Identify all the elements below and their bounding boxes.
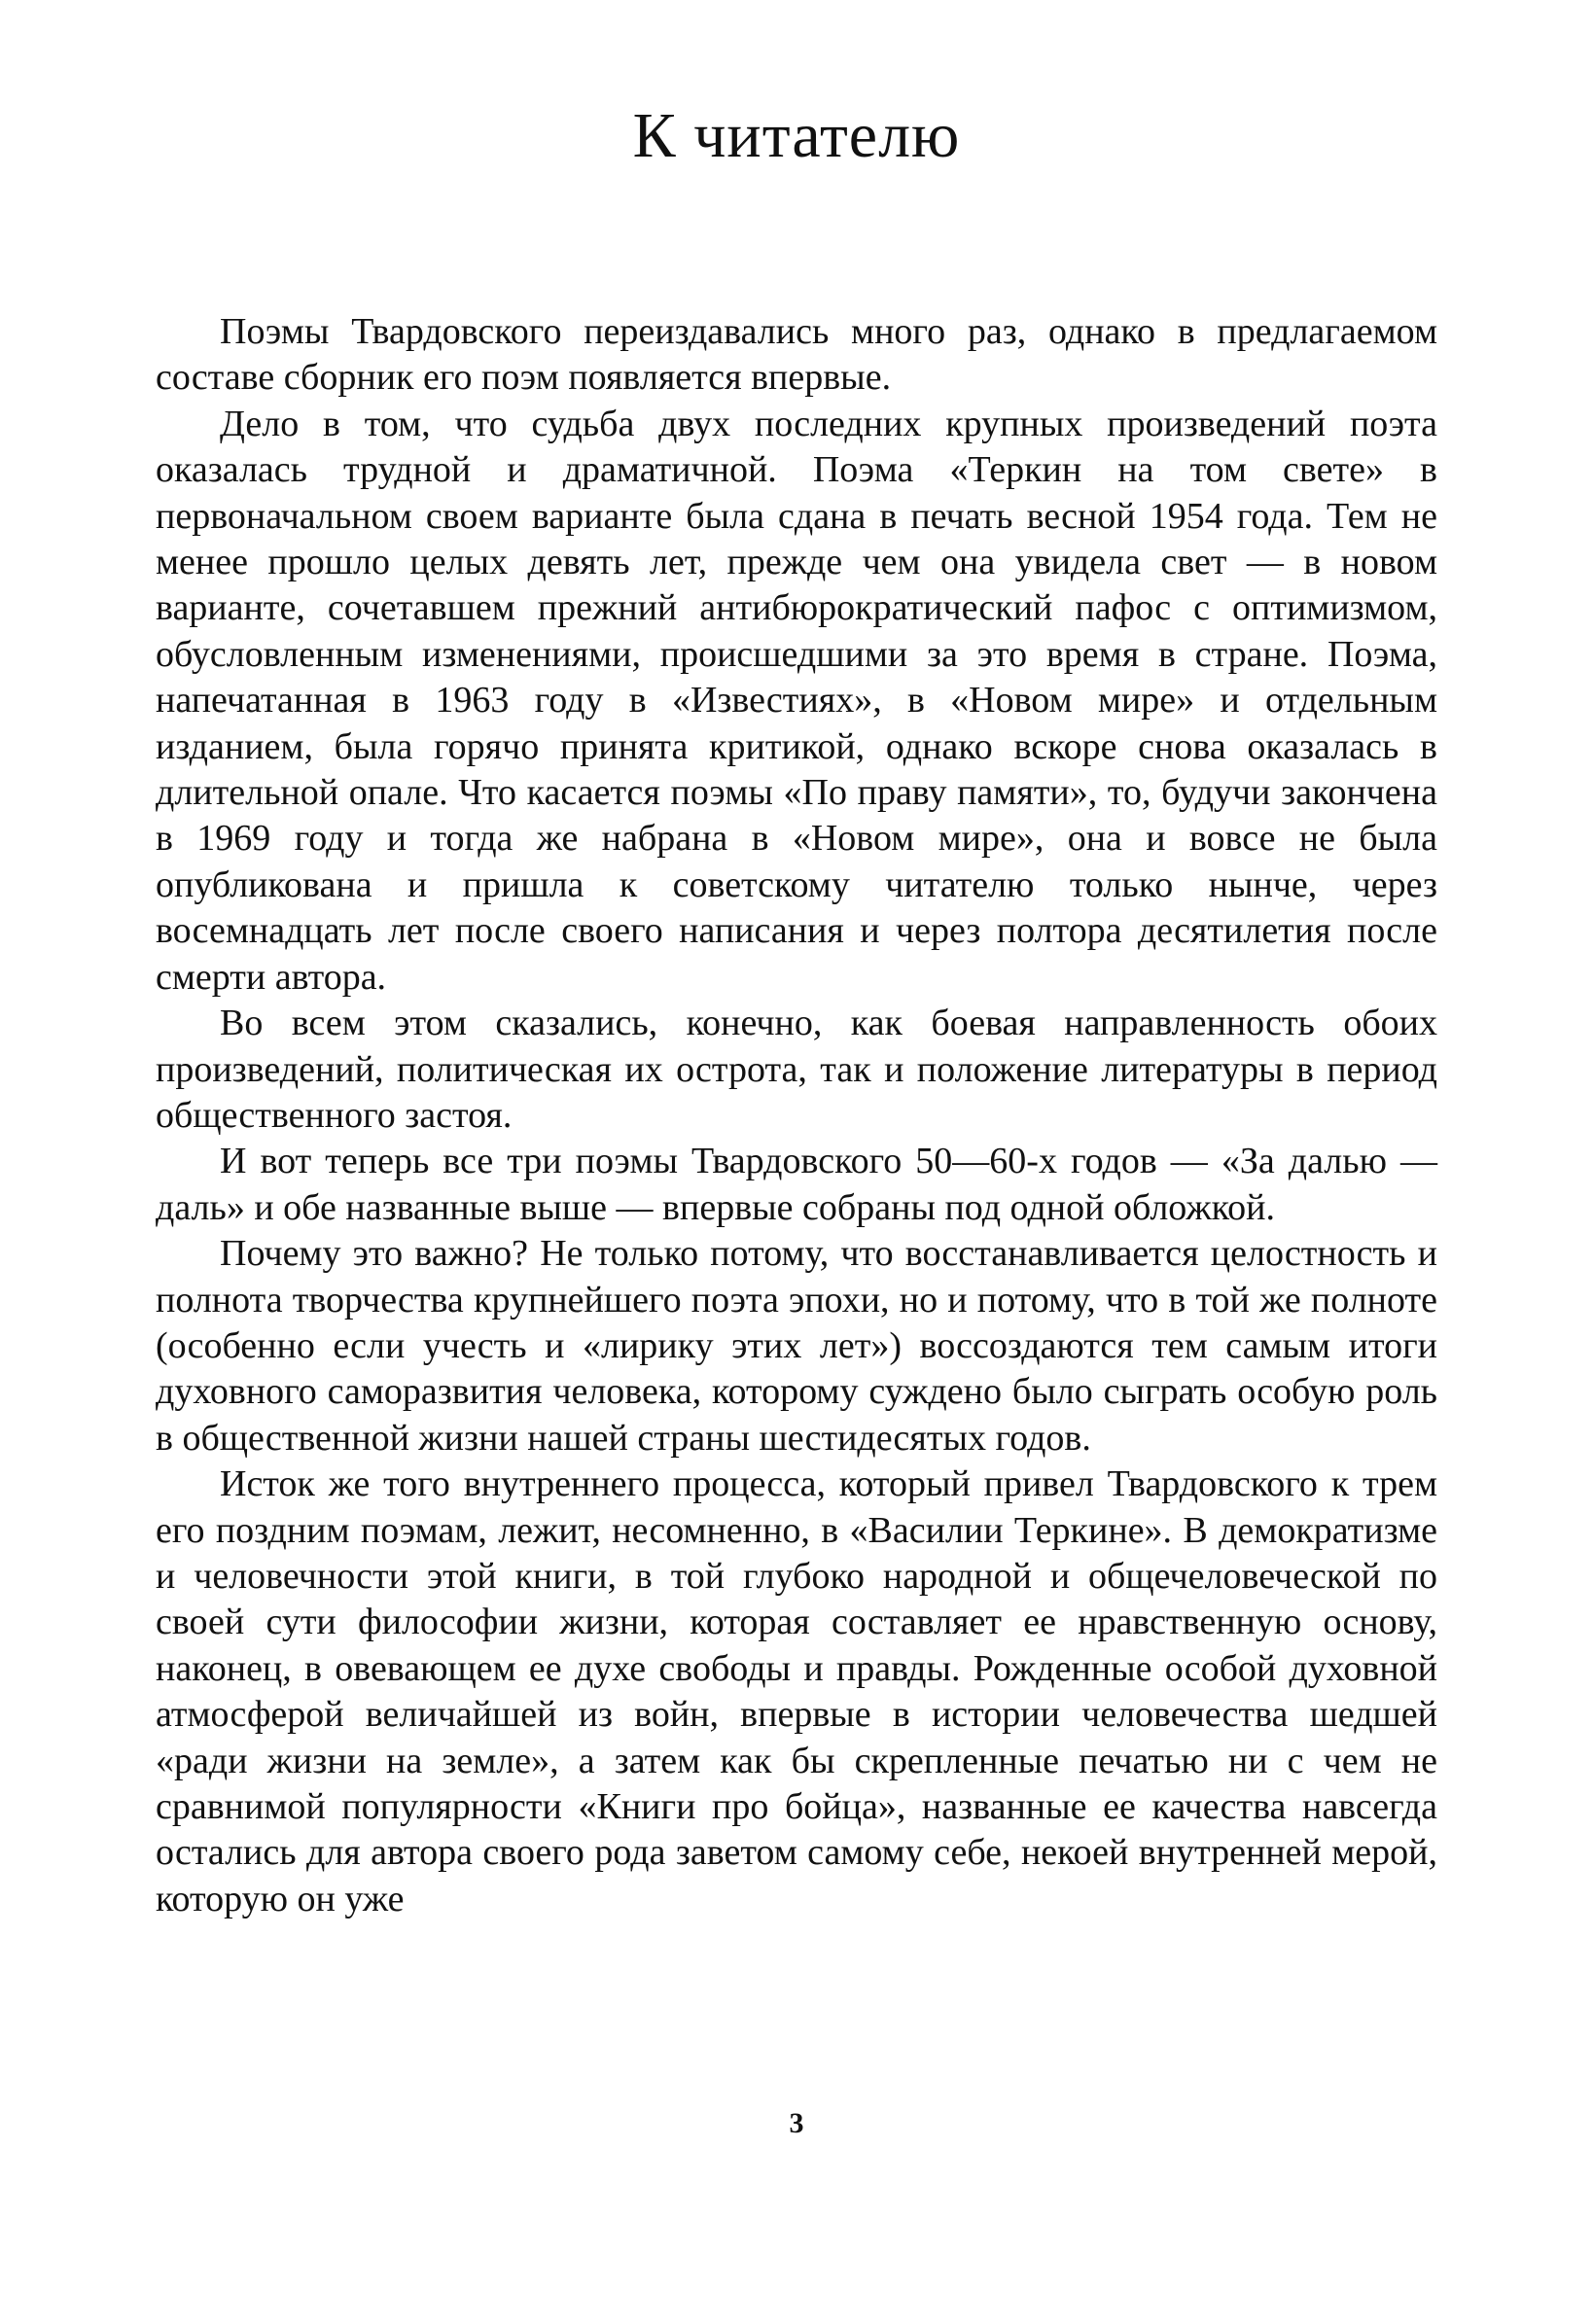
body-text (156, 309, 1437, 1922)
page-title: К читателю (632, 100, 961, 171)
paragraph-3: Во всем этом сказались, конечно, как боевая направленность обоих произведений, политическая их острота, так и положение литературы в период общественного застоя. (156, 1003, 1437, 1136)
paragraph-5: Почему это важно? Не только потому, что восстанавливается целостность и полнота творчества крупнейшего поэта эпохи, но и потому, что в той же полноте (особенно если учесть и «лирику этих лет») воссоздаются тем самым итоги духовного саморазвития человека, которому суждено было сыграть особую роль в общественной жизни нашей страны шестидесятых годов. (156, 1233, 1437, 1459)
paragraph-1: Поэмы Твардовского переиздавались много раз, однако в предлагаемом составе сборник его поэм появляется впервые. (156, 311, 1437, 399)
paragraph-2: Дело в том, что судьба двух последних крупных произведений поэта оказалась трудной и драматичной. Поэма «Теркин на том свете» в первоначальном своем варианте была сдана в печать весной 1954 года. Тем не менее прошло целых девять лет, прежде чем она увидела свет — в новом варианте, сочетавшем прежний антибюрократический пафос с оптимизмом, обусловленным изменениями, происшедшими за это время в стране. Поэма, напечатанная в 1963 году в «Известиях», в «Новом мире» и отдельным изданием, была горячо принята критикой, однако вскоре снова оказалась в длительной опале. Что касается поэмы «По праву памяти», то, будучи закончена в 1969 году и тогда же набрана в «Новом мире», она и вовсе не была опубликована и пришла к советскому читателю только нынче, через восемнадцать лет после своего написания и через полтора десятилетия после смерти автора. (156, 403, 1437, 998)
paragraph-6: Исток же того внутреннего процесса, который привел Твардовского к трем его поздним поэмам, лежит, несомненно, в «Василии Теркине». В демократизме и человечности этой книги, в той глубоко народной и общечеловеческой по своей сути философии жизни, которая составляет ее нравственную основу, наконец, в овевающем ее духе свободы и правды. Рожденные особой духовной атмосферой величайшей из войн, впервые в истории человечества шедшей «ради жизни на земле», а затем как бы скрепленные печатью ни с чем не сравнимой популярности «Книги про бойца», названные ее качества навсегда остались для автора своего рода заветом самому себе, некоей внутренней мерой, которую он уже (156, 1463, 1437, 1919)
page-number: 3 (789, 2107, 804, 2139)
paragraph-4: И вот теперь все три поэмы Твардовского 50—60-х годов — «За далью — даль» и обе названные выше — впервые собраны под одной обложкой. (156, 1141, 1437, 1228)
